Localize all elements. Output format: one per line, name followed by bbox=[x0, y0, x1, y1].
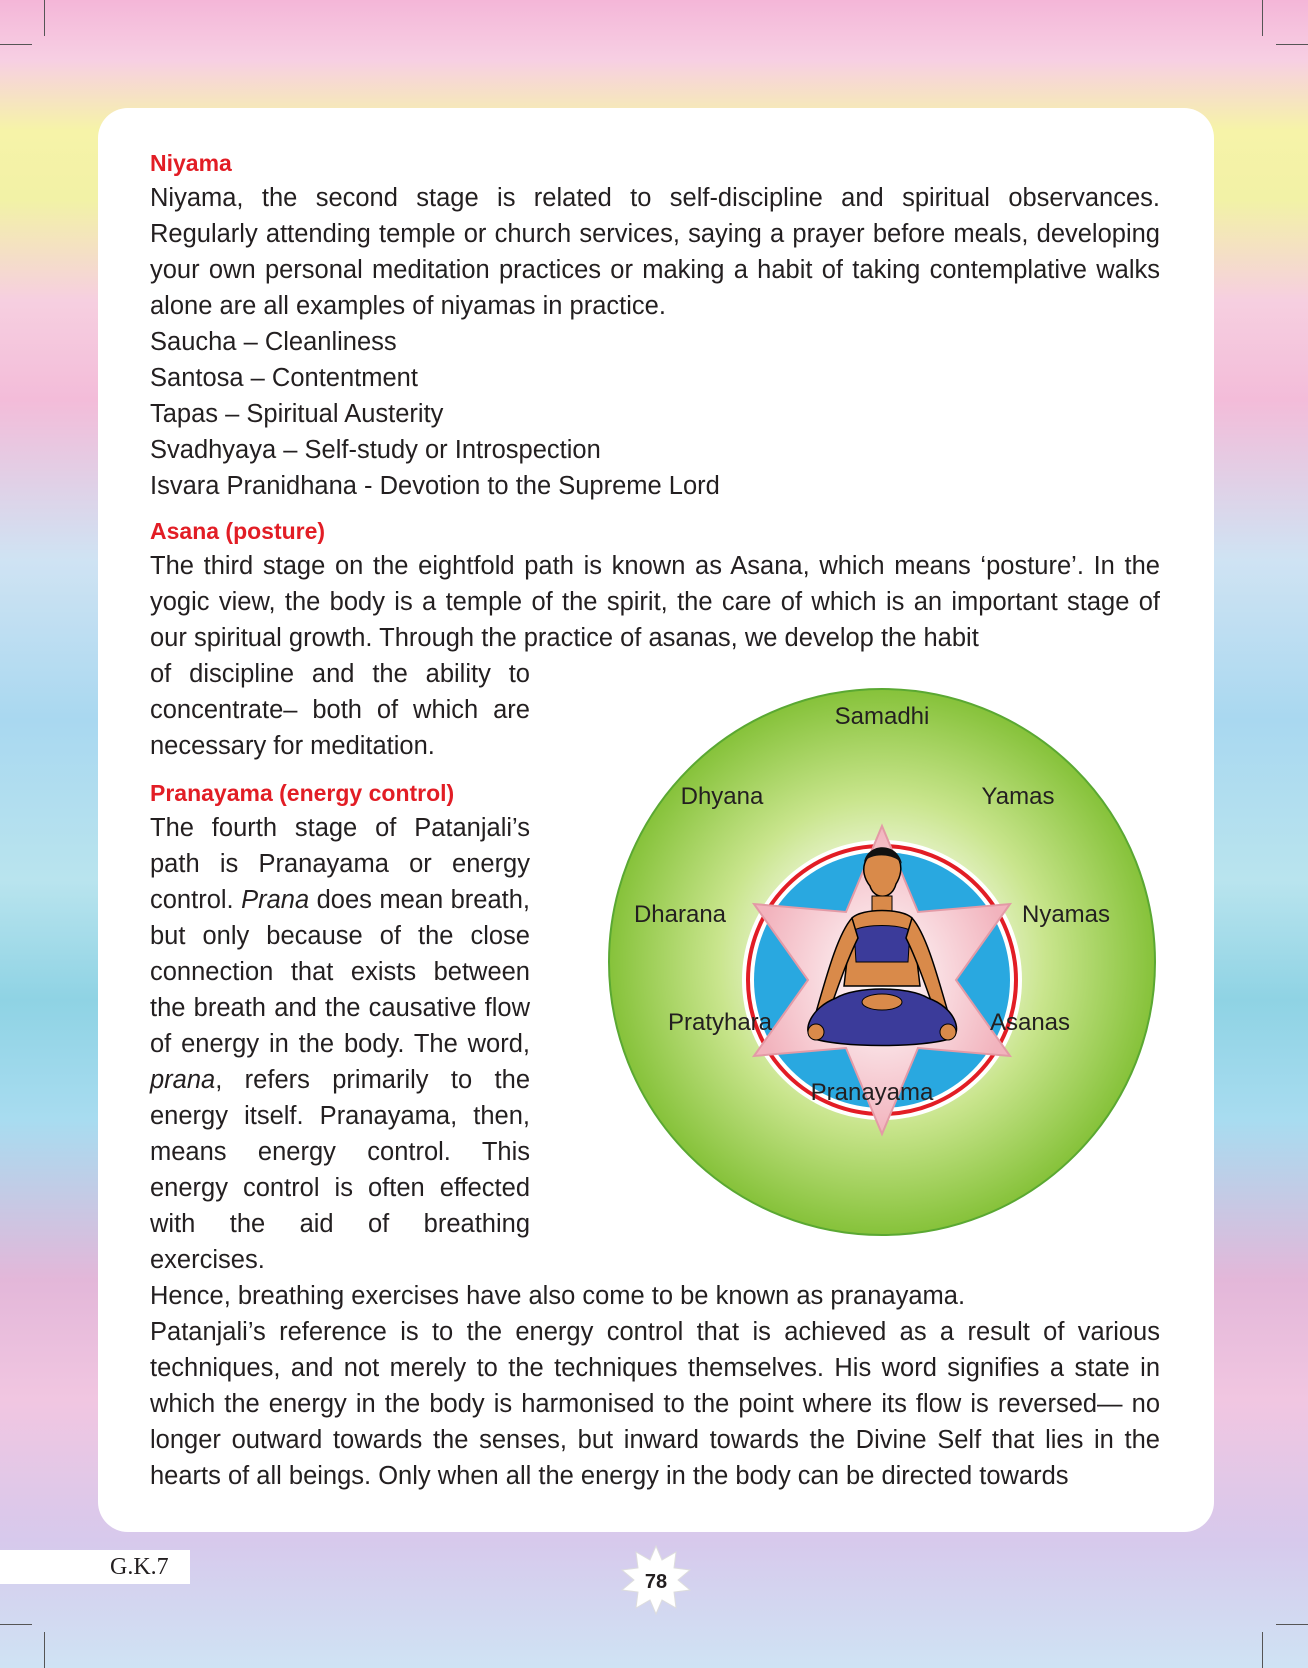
pranayama-text-3: , refers primarily to the energy itself. Pranayama, then, means energy control. This energy control is often effected with the aid of breathing exercises. bbox=[150, 1066, 530, 1274]
pranayama-heading: Pranayama (energy control) bbox=[150, 780, 455, 806]
pranayama-paragraph-continued: Hence, breathing exercises have also come to be known as pranayama. bbox=[150, 1282, 966, 1310]
prana-italic-lower: prana bbox=[150, 1066, 216, 1094]
page-number: 78 bbox=[644, 1571, 668, 1593]
crop-mark bbox=[0, 44, 32, 45]
label-samadhi: Samadhi bbox=[834, 703, 930, 730]
niyama-list bbox=[150, 324, 1160, 504]
asana-paragraph: The third stage on the eightfold path is known as Asana, which means ‘posture’. In the yogic view, the body is a temple of the spirit, the care of which is an important stage of our spiritual growth. Through the practice of asanas, we develop the habit bbox=[150, 552, 1160, 652]
pranayama-text-2: does mean breath, but only because of the close connection that exists between the breath and the causative flow of energy in the body. The word, bbox=[150, 886, 530, 1058]
label-pranayama: Pranayama bbox=[810, 1079, 934, 1106]
label-asanas: Asanas bbox=[989, 1009, 1071, 1036]
crop-mark bbox=[1262, 0, 1263, 36]
list-item: Tapas – Spiritual Austerity bbox=[150, 400, 444, 428]
eightfold-path-diagram bbox=[606, 686, 1158, 1238]
list-item: Svadhyaya – Self-study or Introspection bbox=[150, 436, 601, 464]
label-dharana: Dharana bbox=[633, 901, 727, 928]
label-yamas: Yamas bbox=[981, 783, 1055, 810]
pranayama-text-1: The fourth stage of Patanjali’s path is Pranayama or energy control. bbox=[150, 814, 530, 914]
niyama-heading: Niyama bbox=[150, 150, 232, 176]
label-pratyhara: Pratyhara bbox=[667, 1009, 773, 1036]
niyama-section bbox=[150, 146, 1160, 504]
crop-mark bbox=[1276, 44, 1308, 45]
crop-mark bbox=[1262, 1632, 1263, 1668]
asana-heading: Asana (posture) bbox=[150, 518, 326, 544]
prana-italic: Prana bbox=[241, 886, 310, 914]
niyama-paragraph: Niyama, the second stage is related to self-discipline and spiritual observances. Regularly attending temple or church services, saying a prayer before meals, developing your own personal meditation practices or making a habit of taking contemplative walks alone are all examples of niyamas in practice. bbox=[150, 184, 1160, 320]
list-item: Santosa – Contentment bbox=[150, 364, 418, 392]
crop-mark bbox=[44, 0, 45, 36]
crop-mark bbox=[1276, 1624, 1308, 1625]
crop-mark bbox=[44, 1632, 45, 1668]
eightfold-path-svg bbox=[606, 686, 1158, 1238]
page-number-badge bbox=[620, 1544, 692, 1616]
book-code: G.K.7 bbox=[0, 1550, 190, 1584]
label-dhyana: Dhyana bbox=[680, 783, 764, 810]
pranayama-paragraph bbox=[150, 810, 530, 1278]
pranayama-paragraph-final: Patanjali’s reference is to the energy control that is achieved as a result of various techniques, and not merely to the techniques themselves. His word signifies a state in which the energy in the body is harmonised to the point where its flow is reversed— no longer outward towards the senses, but inward towards the Divine Self that lies in the hearts of all beings. Only when all the energy in the body can be directed towards bbox=[150, 1318, 1160, 1490]
list-item: Saucha – Cleanliness bbox=[150, 328, 397, 356]
label-nyamas: Nyamas bbox=[1021, 901, 1111, 928]
list-item: Isvara Pranidhana - Devotion to the Supreme Lord bbox=[150, 472, 720, 500]
crop-mark bbox=[0, 1624, 32, 1625]
asana-paragraph-continued: of discipline and the ability to concentrate– both of which are necessary for meditation. bbox=[150, 660, 530, 760]
